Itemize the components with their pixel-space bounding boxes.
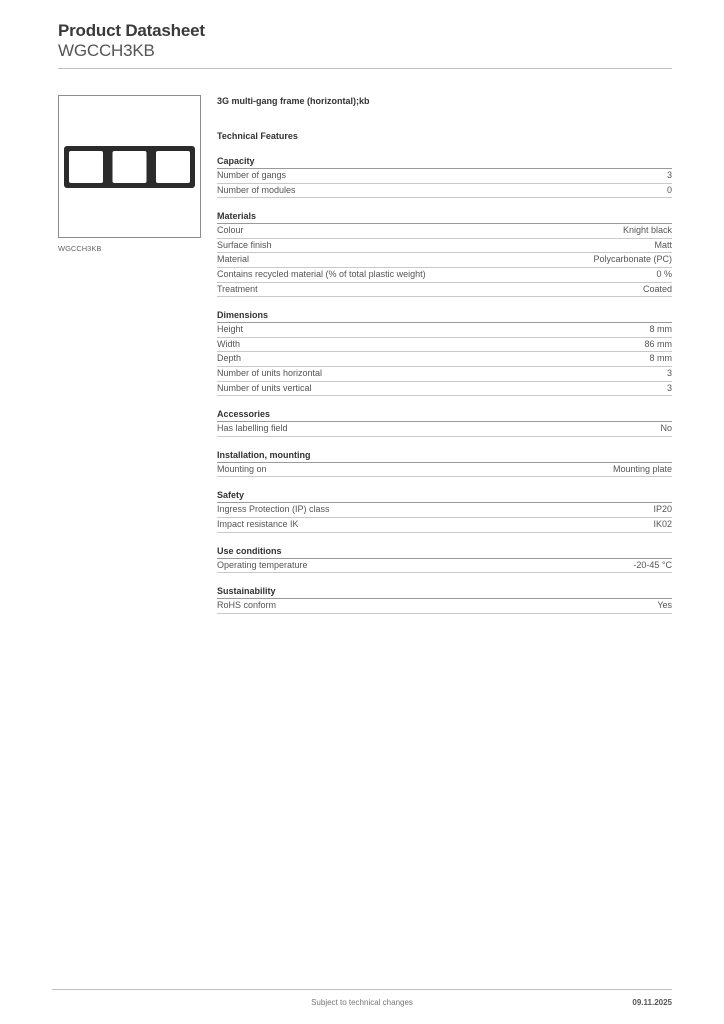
spec-value: 3 [666,382,672,393]
spec-row [217,239,672,254]
spec-label: Has labelling field [217,423,288,434]
spec-row [217,518,672,533]
spec-value: 3 [666,170,672,180]
spec-value: Matt [654,239,672,250]
frame-opening [113,151,147,183]
section-title: Accessories [217,408,672,422]
spec-row [217,184,672,199]
section-title: Safety [217,489,672,503]
spec-row [217,352,672,367]
footer-date: 09.11.2025 [632,998,672,1007]
spec-label: Surface finish [217,239,272,250]
spec-row [217,224,672,239]
technical-features-heading: Technical Features [217,131,298,141]
section-title: Capacity [217,155,672,169]
product-code: WGCCH3KB [58,41,155,60]
spec-label: Number of modules [217,184,296,195]
spec-label: Number of units horizontal [217,367,323,378]
product-image [58,95,201,238]
frame-opening [69,151,103,183]
product-description: 3G multi-gang frame (horizontal);kb [217,96,370,106]
spec-row [217,338,672,353]
feature-sections [217,155,672,614]
spec-row [217,559,672,574]
section-installation-mounting [217,449,672,478]
spec-value: 8 mm [649,324,672,335]
spec-row [217,599,672,614]
section-sustainability [217,585,672,614]
document-header [58,20,672,60]
spec-label: Operating temperature [217,559,308,570]
spec-label: Height [217,324,244,335]
section-title: Materials [217,210,672,224]
section-safety [217,489,672,532]
section-dimensions [217,309,672,396]
spec-value: 0 [666,184,672,195]
spec-row [217,503,672,518]
spec-row [217,253,672,268]
spec-row [217,367,672,382]
frame-opening [156,151,190,183]
spec-label: Number of units vertical [217,382,312,393]
footer-divider [52,989,672,990]
document-title: Product Datasheet [58,21,205,40]
spec-value: Mounting plate [612,463,672,474]
spec-value: No [660,423,672,434]
spec-label: Impact resistance IK [217,518,299,529]
spec-label: Mounting on [217,463,267,474]
section-materials [217,210,672,297]
spec-value: 3 [666,367,672,378]
spec-row [217,268,672,283]
spec-label: Colour [217,225,244,236]
spec-row [217,169,672,184]
spec-value: -20-45 °C [633,559,672,570]
section-title: Use conditions [217,545,672,559]
spec-value: Knight black [622,225,672,236]
spec-label: Width [217,338,241,349]
spec-label: Contains recycled material (% of total plastic weight) [217,268,426,279]
section-title: Installation, mounting [217,449,672,463]
spec-label: Depth [217,353,242,364]
spec-row [217,323,672,338]
section-title: Dimensions [217,309,672,323]
spec-value: 86 mm [644,338,672,349]
spec-row [217,382,672,397]
spec-row [217,463,672,478]
multi-gang-frame-illustration [59,96,200,237]
spec-label: Number of gangs [217,170,287,180]
spec-value: 0 % [656,268,672,279]
header-divider [58,68,672,69]
spec-value: 8 mm [649,353,672,364]
section-title: Sustainability [217,585,672,599]
technical-content [217,95,672,614]
section-accessories [217,408,672,437]
product-image-caption: WGCCH3KB [58,244,102,253]
spec-label: Ingress Protection (IP) class [217,504,330,515]
spec-label: RoHS conform [217,600,277,611]
spec-value: IP20 [653,504,672,515]
section-use-conditions [217,545,672,574]
footer-note: Subject to technical changes [311,998,413,1007]
spec-value: Coated [642,283,672,294]
spec-value: Polycarbonate (PC) [593,254,672,265]
spec-value: Yes [657,600,672,611]
spec-row [217,283,672,298]
section-capacity [217,155,672,198]
spec-row [217,422,672,437]
spec-label: Treatment [217,283,258,294]
spec-value: IK02 [653,518,672,529]
spec-label: Material [217,254,250,265]
